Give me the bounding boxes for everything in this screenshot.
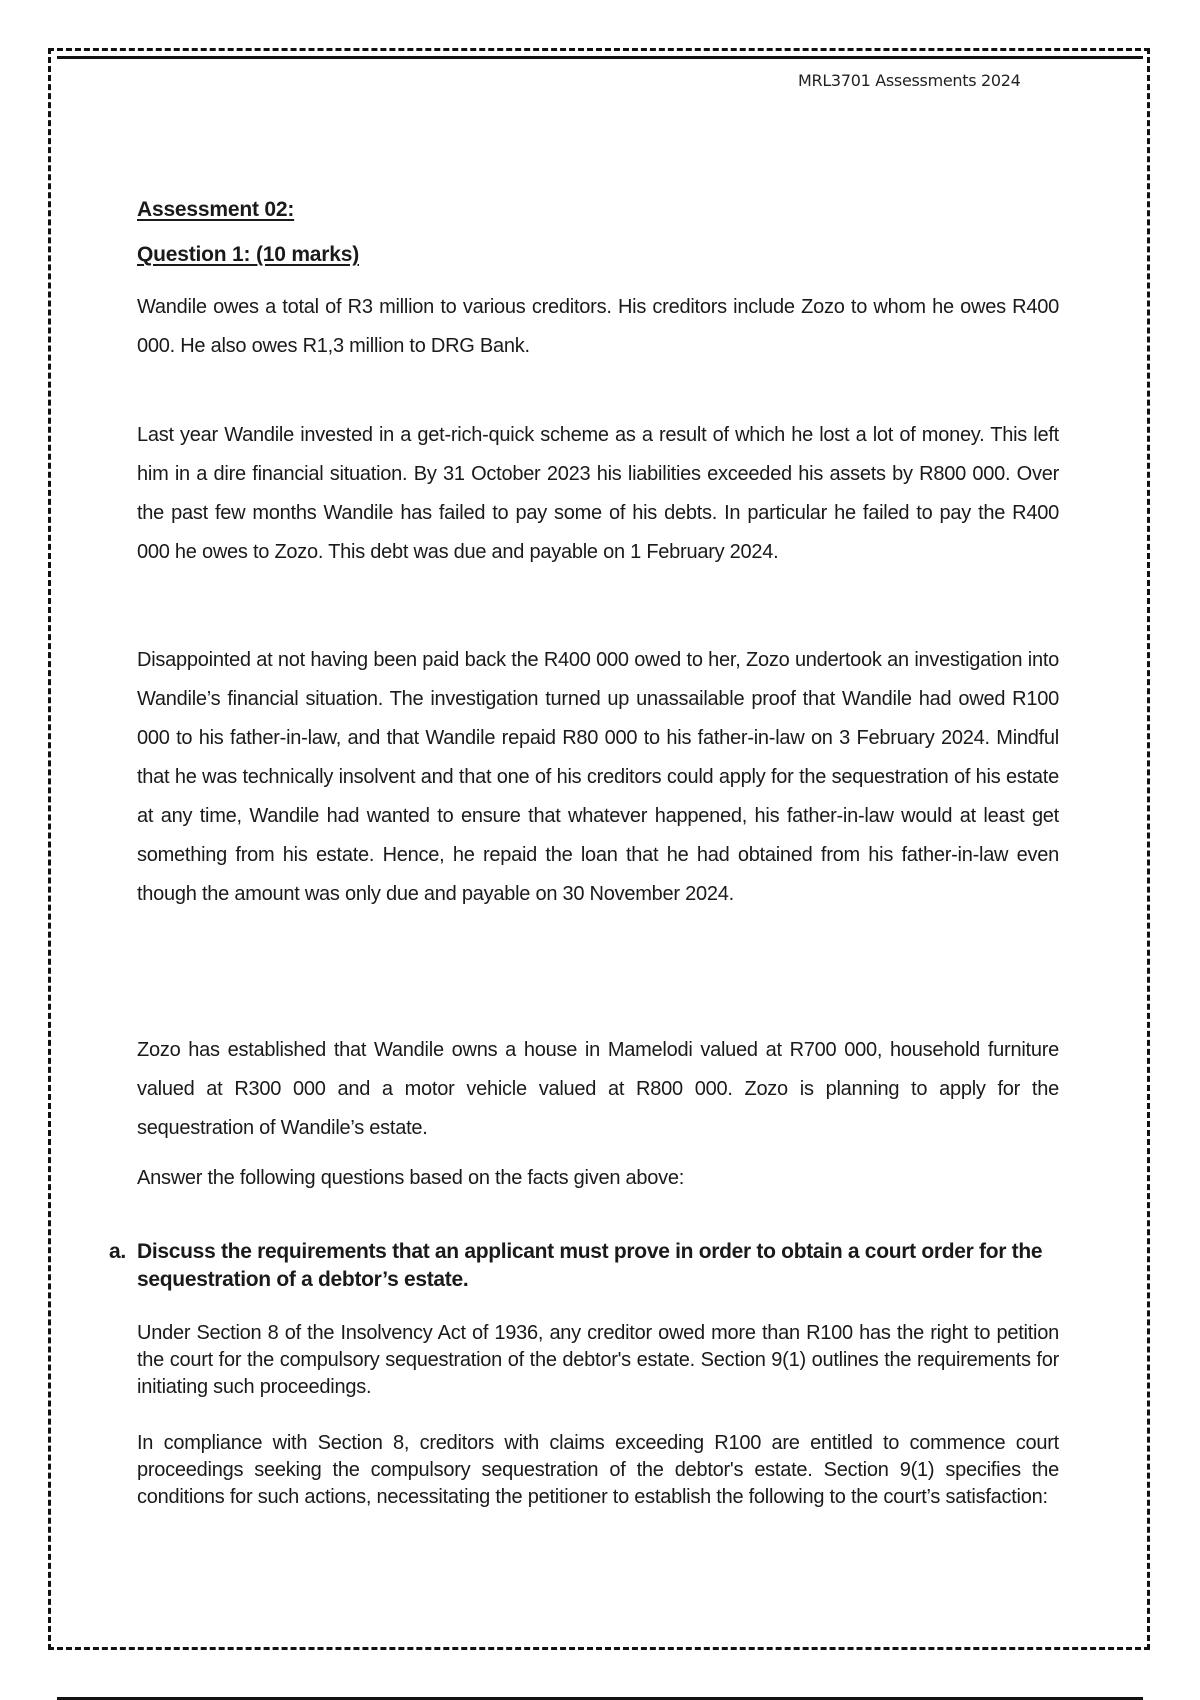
header-rule xyxy=(57,56,1143,59)
fact-paragraph-4: Zozo has established that Wandile owns a house in Mamelodi valued at R700 000, household furniture valued at R300 000 and a motor vehicle valued at R800 000. Zozo is planning to apply for the sequestration of Wandile’s estate. xyxy=(137,1039,1059,1139)
question-a-text: Discuss the requirements that an applicant must prove in order to obtain a court order for the sequestration of a debtor’s estate. xyxy=(137,1240,1043,1291)
fact-paragraph-1: Wandile owes a total of R3 million to various creditors. His creditors include Zozo to whom he owes R400 000. He also owes R1,3 million to DRG Bank. xyxy=(137,296,1059,357)
assessment-title: Assessment 02: xyxy=(137,198,295,221)
instruction-paragraph: Answer the following questions based on the facts given above: xyxy=(137,1167,685,1189)
question-title: Question 1: (10 marks) xyxy=(137,243,360,266)
fact-paragraph-2: Last year Wandile invested in a get-rich-quick scheme as a result of which he lost a lot of money. This left him in a dire financial situation. By 31 October 2023 his liabilities exceeded his assets by R800 000. Over the past few months Wandile has failed to pay some of his debts. In particular he failed to pay the R400 000 he owes to Zozo. This debt was due and payable on 1 February 2024. xyxy=(137,424,1059,563)
answer-paragraph-2: In compliance with Section 8, creditors with claims exceeding R100 are entitled to commence court proceedings seeking the compulsory sequestration of the debtor's estate. Section 9(1) specifies the conditions for such actions, necessitating the petitioner to establish the following to the court’s satisfaction: xyxy=(137,1432,1059,1508)
running-header: MRL3701 Assessments 2024 xyxy=(798,71,1021,90)
answer-paragraph-1: Under Section 8 of the Insolvency Act of 1936, any creditor owed more than R100 has the right to petition the court for the compulsory sequestration of the debtor's estate. Section 9(1) outlines the requirements for initiating such proceedings. xyxy=(137,1322,1059,1398)
question-a xyxy=(109,1238,1059,1294)
question-a-marker: a. xyxy=(109,1240,126,1263)
fact-paragraph-3: Disappointed at not having been paid back the R400 000 owed to her, Zozo undertook an investigation into Wandile’s financial situation. The investigation turned up unassailable proof that Wandile had owed R100 000 to his father-in-law, and that Wandile repaid R80 000 to his father-in-law on 3 February 2024. Mindful that he was technically insolvent and that one of his creditors could apply for the sequestration of his estate at any time, Wandile had wanted to ensure that whatever happened, his father-in-law would at least get something from his estate. Hence, he repaid the loan that he had obtained from his father-in-law even though the amount was only due and payable on 30 November 2024. xyxy=(137,649,1059,905)
